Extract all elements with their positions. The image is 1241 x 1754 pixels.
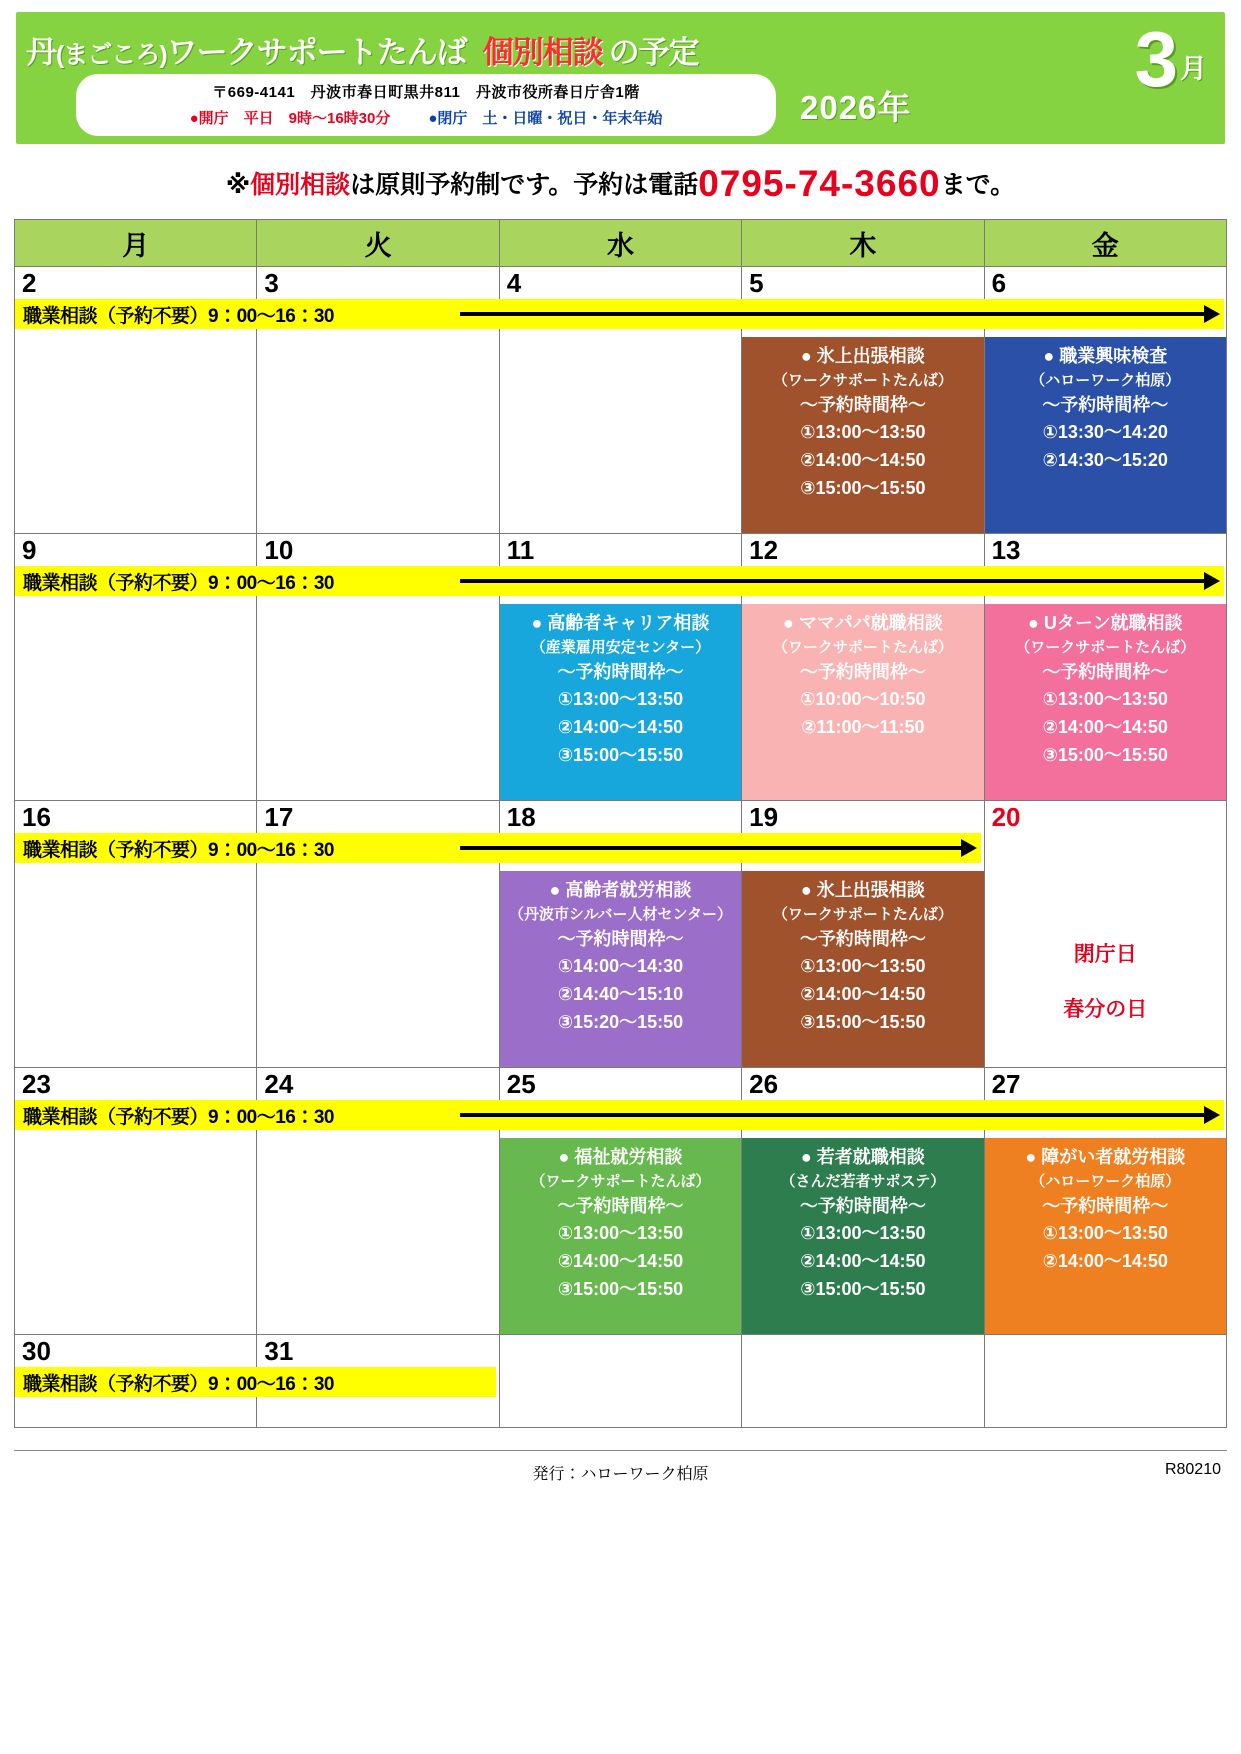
closed-days-label: ●閉庁 土・日曜・祝日・年末年始 (428, 110, 663, 127)
calendar-day-cell (984, 1068, 1226, 1335)
calendar-day-cell (15, 267, 334, 534)
notice-text-1: は原則予約制です。予約は電話 (350, 171, 699, 199)
consultation-event[interactable] (500, 604, 741, 800)
calendar-day-cell (499, 801, 741, 1068)
job-consultation-label: 職業相談（予約不要）9：00〜16：30 (23, 1373, 334, 1395)
calendar-week-row (15, 801, 1227, 1068)
event-time-slot: ①13:00〜13:50 (800, 1223, 926, 1244)
day-number: 12 (749, 535, 779, 565)
event-slot-label: 〜予約時間枠〜 (799, 1196, 926, 1217)
document-code: R80210 (1164, 1461, 1221, 1478)
calendar-week-row (15, 1068, 1227, 1335)
calendar-day-cell (742, 1068, 984, 1335)
org-title: 丹(まごころ)ワークサポートたんば (26, 35, 467, 70)
day-number: 5 (749, 268, 764, 298)
reservation-notice (14, 163, 1227, 205)
address-box (76, 74, 776, 136)
weekday-thu: 木 (742, 220, 984, 267)
event-organizer: （ハローワーク柏原） (1030, 372, 1181, 390)
notice-text-2: まで。 (940, 171, 1016, 199)
calendar-day-cell (742, 267, 984, 534)
event-time-slot: ②14:00〜14:50 (557, 717, 684, 738)
event-time-slot: ①13:00〜13:50 (557, 1223, 684, 1244)
event-slot-label: 〜予約時間枠〜 (557, 662, 684, 683)
event-organizer: （ハローワーク柏原） (1030, 1173, 1181, 1191)
job-consultation-label: 職業相談（予約不要）9：00〜16：30 (23, 572, 334, 594)
day-number: 24 (264, 1069, 294, 1099)
address-line: 〒669-4141 丹波市春日町黒井811 丹波市役所春日庁舎1階 (212, 84, 640, 101)
day-number: 17 (264, 802, 294, 832)
event-slot-label: 〜予約時間枠〜 (557, 1196, 684, 1217)
consultation-event[interactable] (742, 604, 983, 800)
consultation-event[interactable] (500, 1138, 741, 1334)
calendar-day-cell (984, 1335, 1226, 1428)
event-organizer: （ワークサポートたんば） (772, 906, 953, 924)
event-time-slot: ①13:00〜13:50 (800, 422, 926, 443)
calendar-day-cell (257, 534, 499, 801)
calendar-week-row (15, 1335, 1227, 1428)
event-time-slot: ①13:00〜13:50 (1042, 689, 1168, 710)
event-time-slot: ③15:20〜15:50 (557, 1012, 684, 1033)
closed-day-line: 閉庁日 (1073, 943, 1137, 966)
calendar-day-cell (257, 801, 499, 1068)
calendar-day-cell (984, 534, 1226, 801)
weekday-mon: 月 (15, 220, 257, 267)
day-number: 11 (506, 535, 535, 565)
header-banner (14, 10, 1227, 146)
calendar-day-cell (257, 267, 499, 534)
event-slot-label: 〜予約時間枠〜 (1042, 1196, 1169, 1217)
calendar-day-cell (499, 267, 741, 534)
event-slot-label: 〜予約時間枠〜 (557, 929, 684, 950)
day-number (500, 1335, 741, 1367)
closed-day-note (985, 928, 1226, 1037)
calendar-day-cell (499, 1335, 741, 1428)
calendar-day-cell (742, 801, 984, 1068)
event-title: ● Uターン就職相談 (1028, 613, 1183, 633)
day-number (985, 1335, 1226, 1367)
day-number: 19 (749, 802, 779, 832)
consultation-event[interactable] (742, 1138, 983, 1334)
event-time-slot: ③15:00〜15:50 (800, 1279, 926, 1300)
weekday-tue: 火 (257, 220, 499, 267)
day-number: 18 (506, 802, 536, 832)
event-title: ● 高齢者キャリア相談 (531, 613, 710, 633)
calendar-week-row (15, 534, 1227, 801)
event-time-slot: ②14:30〜15:20 (1042, 450, 1168, 471)
month-number: 3 (1134, 15, 1178, 103)
event-time-slot: ①14:00〜14:30 (557, 956, 684, 977)
event-time-slot: ②14:00〜14:50 (1042, 717, 1168, 738)
day-number: 4 (506, 268, 522, 298)
notice-mark: ※ (225, 171, 251, 199)
consultation-event[interactable] (985, 604, 1226, 800)
event-time-slot: ②14:00〜14:50 (800, 450, 926, 471)
header-info-row (26, 74, 1215, 136)
event-title: ● 障がい者就労相談 (1025, 1147, 1186, 1167)
event-organizer: （さんだ若者サポステ） (780, 1173, 946, 1191)
calendar-day-cell (742, 1335, 984, 1428)
day-number: 20 (991, 802, 1021, 832)
calendar-day-cell (984, 801, 1226, 1068)
event-time-slot: ①13:00〜13:50 (557, 689, 684, 710)
calendar-day-cell (499, 534, 741, 801)
closed-day-line: 春分の日 (1063, 997, 1148, 1021)
event-title: ● 氷上出張相談 (800, 346, 925, 366)
event-time-slot: ③15:00〜15:50 (1042, 745, 1168, 766)
consultation-event[interactable] (985, 337, 1226, 533)
event-time-slot: ②14:40〜15:10 (557, 984, 684, 1005)
day-number: 6 (991, 268, 1007, 298)
event-time-slot: ①13:30〜14:20 (1042, 422, 1168, 443)
day-number: 9 (22, 535, 37, 565)
weekday-wed: 水 (499, 220, 741, 267)
event-time-slot: ③15:00〜15:50 (800, 478, 926, 499)
year-label: 2026年 (800, 88, 912, 126)
open-hours-label: ●開庁 平日 9時〜16時30分 (189, 110, 391, 127)
consultation-event[interactable] (500, 871, 741, 1067)
consultation-event[interactable] (742, 871, 983, 1067)
event-title: ● 氷上出張相談 (800, 880, 925, 900)
job-consultation-label: 職業相談（予約不要）9：00〜16：30 (23, 305, 334, 327)
header-title-row (26, 18, 1215, 68)
day-number: 23 (22, 1069, 51, 1099)
event-time-slot: ②14:00〜14:50 (1042, 1251, 1168, 1272)
day-number: 16 (22, 802, 51, 832)
hours-line (94, 107, 758, 128)
phone-number: 0795-74-3660 (698, 163, 941, 204)
day-number: 2 (22, 268, 37, 298)
event-slot-label: 〜予約時間枠〜 (1042, 395, 1169, 416)
event-time-slot: ①13:00〜13:50 (800, 956, 926, 977)
day-number: 25 (506, 1069, 536, 1099)
header-consult-highlight: 個別相談 (482, 35, 603, 70)
event-time-slot: ②14:00〜14:50 (800, 1251, 926, 1272)
weekday-header-row (15, 220, 1227, 267)
day-number: 10 (264, 535, 294, 565)
day-number (742, 1335, 983, 1367)
day-number: 31 (264, 1336, 294, 1366)
event-title: ● 若者就職相談 (800, 1147, 925, 1167)
event-slot-label: 〜予約時間枠〜 (799, 662, 926, 683)
event-time-slot: ①13:00〜13:50 (1042, 1223, 1168, 1244)
event-organizer: （ワークサポートたんば） (1015, 639, 1196, 657)
day-number: 13 (991, 535, 1021, 565)
consultation-event[interactable] (742, 337, 983, 533)
calendar-table (14, 219, 1227, 1428)
event-slot-label: 〜予約時間枠〜 (799, 929, 926, 950)
day-number: 26 (749, 1069, 779, 1099)
calendar-day-cell (984, 267, 1226, 534)
calendar-week-row (15, 267, 1227, 534)
footer (14, 1450, 1227, 1501)
event-time-slot: ①10:00〜10:50 (800, 689, 926, 710)
event-slot-label: 〜予約時間枠〜 (1042, 662, 1169, 683)
notice-keyword: 個別相談 (250, 171, 351, 199)
day-number: 3 (264, 268, 279, 298)
event-time-slot: ③15:00〜15:50 (557, 1279, 684, 1300)
month-unit: 月 (1180, 54, 1207, 85)
event-organizer: （ワークサポートたんば） (530, 1173, 711, 1191)
job-consultation-label: 職業相談（予約不要）9：00〜16：30 (23, 1106, 334, 1128)
header-schedule-suffix: の予定 (608, 35, 699, 70)
event-organizer: （ワークサポートたんば） (772, 372, 953, 390)
publisher-label: 発行：ハローワーク柏原 (532, 1466, 709, 1483)
weekday-fri: 金 (984, 220, 1226, 267)
consultation-event[interactable] (985, 1138, 1226, 1334)
event-organizer: （丹波市シルバー人材センター） (508, 906, 732, 924)
calendar-day-cell (499, 1068, 741, 1335)
month-display (1134, 15, 1207, 103)
event-title: ● ママパパ就職相談 (783, 613, 943, 633)
calendar-day-cell (257, 1068, 499, 1335)
day-number: 27 (991, 1069, 1021, 1099)
event-time-slot: ③15:00〜15:50 (557, 745, 684, 766)
event-organizer: （産業雇用安定センター） (530, 639, 711, 657)
event-time-slot: ②14:00〜14:50 (800, 984, 926, 1005)
event-title: ● 職業興味検査 (1043, 346, 1168, 366)
event-organizer: （ワークサポートたんば） (772, 639, 953, 657)
event-title: ● 福祉就労相談 (558, 1147, 683, 1167)
job-consultation-label: 職業相談（予約不要）9：00〜16：30 (23, 839, 334, 861)
calendar-day-cell (257, 1335, 499, 1428)
event-time-slot: ②14:00〜14:50 (557, 1251, 684, 1272)
calendar-body (15, 267, 1227, 1428)
day-number: 30 (22, 1336, 51, 1366)
event-title: ● 高齢者就労相談 (549, 880, 692, 900)
event-slot-label: 〜予約時間枠〜 (799, 395, 926, 416)
event-time-slot: ②11:00〜11:50 (801, 717, 925, 738)
calendar-day-cell (742, 534, 984, 801)
event-time-slot: ③15:00〜15:50 (800, 1012, 926, 1033)
